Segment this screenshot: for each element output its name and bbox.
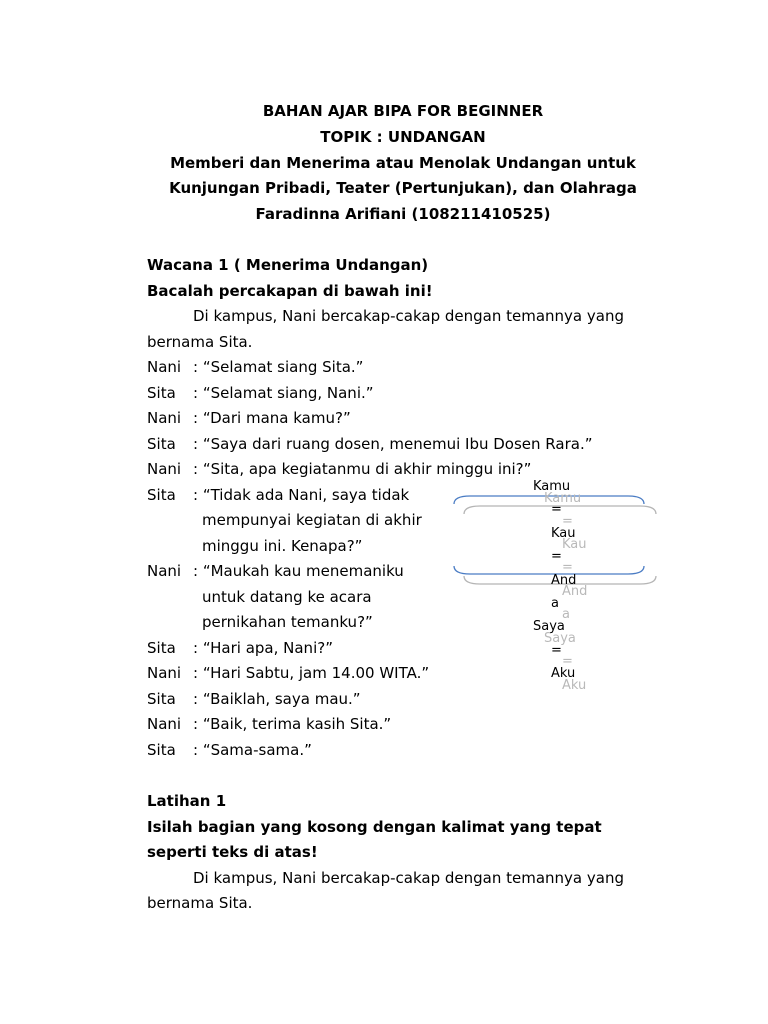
dialogue-speaker: Nani — [147, 664, 182, 682]
dialogue-speaker: Sita — [147, 690, 176, 708]
note-ghost-saya: Saya — [544, 631, 576, 646]
dialogue-speaker: Sita — [147, 435, 176, 453]
dialogue-speaker: Nani — [147, 409, 182, 427]
wacana-heading: Wacana 1 ( Menerima Undangan) — [147, 256, 429, 274]
dialogue-line: : “Selamat siang Sita.” — [193, 358, 364, 376]
dialogue-continuation: pernikahan temanku?” — [202, 613, 373, 631]
topic-title: TOPIK : UNDANGAN — [320, 128, 486, 146]
dialogue-speaker: Sita — [147, 639, 176, 657]
dialogue-continuation: untuk datang ke acara — [202, 588, 372, 606]
note-ghost-and: And — [562, 584, 588, 599]
note-equals: = — [551, 502, 562, 517]
wacana-intro-line-2: bernama Sita. — [147, 333, 253, 351]
author-line: Faradinna Arifiani (108211410525) — [255, 205, 551, 223]
dialogue-line: : “Saya dari ruang dosen, menemui Ibu Dosen Rara.” — [193, 435, 593, 453]
dialogue-line: : “Selamat siang, Nani.” — [193, 384, 374, 402]
dialogue-speaker: Nani — [147, 358, 182, 376]
dialogue-continuation: mempunyai kegiatan di akhir — [202, 511, 422, 529]
dialogue-line: : “Maukah kau menemaniku — [193, 562, 404, 580]
latihan-instruction-line-2: seperti teks di atas! — [147, 843, 318, 861]
note-ghost-aku: Aku — [562, 678, 587, 693]
subtitle-line-1: Memberi dan Menerima atau Menolak Undangan untuk — [170, 154, 636, 172]
wacana-intro-line-1: Di kampus, Nani bercakap-cakap dengan temannya yang — [193, 307, 624, 325]
blue-bracket-bottom — [454, 566, 644, 574]
dialogue-line: : “Hari Sabtu, jam 14.00 WITA.” — [193, 664, 430, 682]
dialogue-line: : “Sama-sama.” — [193, 741, 312, 759]
latihan-instruction-line-1: Isilah bagian yang kosong dengan kalimat yang tepat — [147, 818, 602, 836]
note-and: And — [551, 573, 577, 588]
dialogue-speaker: Sita — [147, 384, 176, 402]
note-ghost-kamu: Kamu — [544, 491, 582, 506]
dialogue-line: : “Sita, apa kegiatanmu di akhir minggu ini?” — [193, 460, 532, 478]
dialogue-speaker: Nani — [147, 562, 182, 580]
note-ghost-equals: = — [562, 654, 573, 669]
note-ghost-a: a — [562, 607, 570, 622]
latihan-intro-line-1: Di kampus, Nani bercakap-cakap dengan temannya yang — [193, 869, 624, 887]
dialogue-line: : “Tidak ada Nani, saya tidak — [193, 486, 410, 504]
dialogue-line: : “Baiklah, saya mau.” — [193, 690, 361, 708]
latihan-heading: Latihan 1 — [147, 792, 227, 810]
dialogue-continuation: minggu ini. Kenapa?” — [202, 537, 363, 555]
note-saya: Saya — [533, 619, 565, 634]
note-a: a — [551, 596, 559, 611]
dialogue-line: : “Baik, terima kasih Sita.” — [193, 715, 392, 733]
note-kamu: Kamu — [533, 479, 571, 494]
dialogue-speaker: Sita — [147, 741, 176, 759]
note-ghost-equals: = — [562, 560, 573, 575]
latihan-intro-line-2: bernama Sita. — [147, 894, 253, 912]
doc-title: BAHAN AJAR BIPA FOR BEGINNER — [262, 102, 544, 120]
note-equals: = — [551, 643, 562, 658]
dialogue-speaker: Nani — [147, 715, 182, 733]
note-ghost-kau: Kau — [562, 537, 587, 552]
subtitle-line-2: Kunjungan Pribadi, Teater (Pertunjukan), dan Olahraga — [169, 179, 637, 197]
dialogue-speaker: Sita — [147, 486, 176, 504]
note-aku: Aku — [551, 666, 576, 681]
dialogue-speaker: Nani — [147, 460, 182, 478]
note-kau: Kau — [551, 526, 576, 541]
dialogue-line: : “Hari apa, Nani?” — [193, 639, 333, 657]
wacana-instruction: Bacalah percakapan di bawah ini! — [147, 282, 433, 300]
note-ghost-equals: = — [562, 514, 573, 529]
dialogue-line: : “Dari mana kamu?” — [193, 409, 351, 427]
note-equals: = — [551, 549, 562, 564]
